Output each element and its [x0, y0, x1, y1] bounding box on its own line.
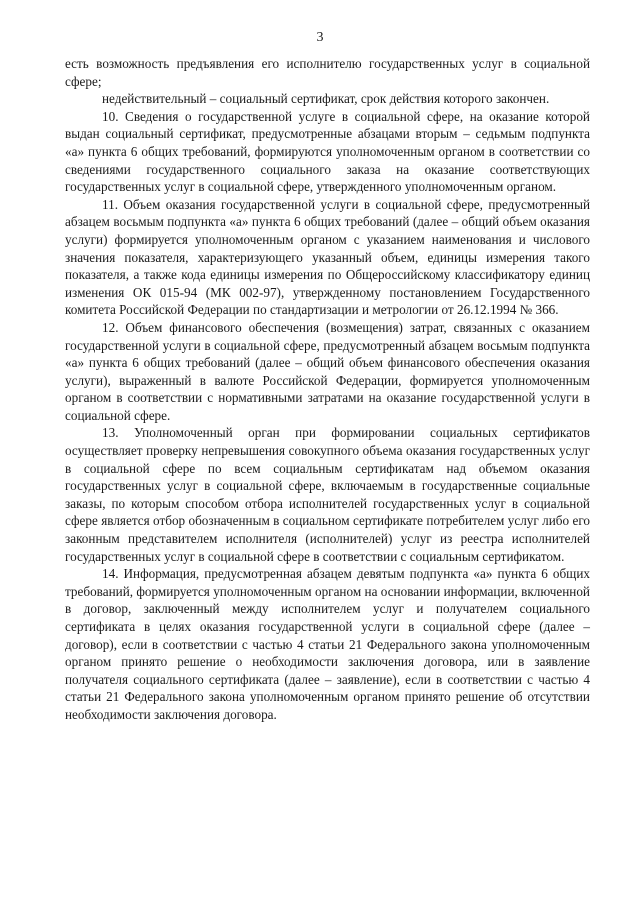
- paragraph-14: 14. Информация, предусмотренная абзацем девятым подпункта «а» пункта 6 общих требований, формируется уполномоченным органом на основании информации, включенной в договор, заключенный между исполнителем услуг и получателем социального сертификата в целях оказания государственной услуги в социальной сфере (далее – договор), если в соответствии с частью 4 статьи 21 Федерального закона уполномоченным органом принято решение о необходимости заключения договора, или в заявление получателя социального сертификата (далее – заявление), если в соответствии с частью 4 статьи 21 Федерального закона уполномоченным органом принято решение об отсутствии необходимости заключения договора.: [65, 566, 590, 722]
- paragraph-12: 12. Объем финансового обеспечения (возмещения) затрат, связанных с оказанием государственной услуги в социальной сфере, предусмотренный абзацем восьмым подпункта «а» пункта 6 общих требований (далее – общий объем финансового обеспечения оказания услуги), выраженный в валюте Российской Федерации, формируется уполномоченным органом в соответствии с нормативными затратами на оказание государственной услуги в социальной сфере.: [65, 319, 590, 423]
- paragraph-invalid-definition: недействительный – социальный сертификат, срок действия которого закончен.: [102, 91, 550, 107]
- paragraph-13: 13. Уполномоченный орган при формировании социальных сертификатов осуществляет проверку непревышения совокупного объема оказания государственных услуг в социальной сфере по всем социальным сертификатам над объемом оказания государственных услуг в социальной сфере, включаемым в государственные социальные заказы, по которым способом отбора исполнителей государственных услуг в социальной сфере является отбор обозначенным в социальном сертификате потребителем услуг либо его законным представителем исполнителя (исполнителей) услуг из реестра исполнителей государственных услуг в социальной сфере в соответствии с социальным сертификатом.: [65, 425, 590, 564]
- paragraph-11: 11. Объем оказания государственной услуги в социальной сфере, предусмотренный абзацем восьмым подпункта «а» пункта 6 общих требований (далее – общий объем оказания услуги) формируется уполномоченным органом с указанием наименования и числового значения показателя, характеризующего указанный объем, единицы измерения такого показателя, а также кода единицы измерения по Общероссийскому классификатору единиц изменения ОК 015-94 (МК 002-97), утвержденному постановлением Государственного комитета Российской Федерации по стандартизации и метрологии от 26.12.1994 № 366.: [65, 196, 590, 318]
- document-body: [65, 55, 590, 724]
- paragraph-continuation: есть возможность предъявления его исполнителю государственных услуг в социальной сфере;: [65, 56, 590, 89]
- paragraph-10: 10. Сведения о государственной услуге в социальной сфере, на оказание которой выдан социальный сертификат, предусмотренные абзацами вторым – седьмым подпункта «а» пункта 6 общих требований, формируются уполномоченным органом в соответствии со сведениями государственного социального заказа на оказание соответствующих государственных услуг в социальной сфере, утвержденного уполномоченным органом.: [65, 108, 590, 195]
- page-number: 3: [316, 30, 324, 45]
